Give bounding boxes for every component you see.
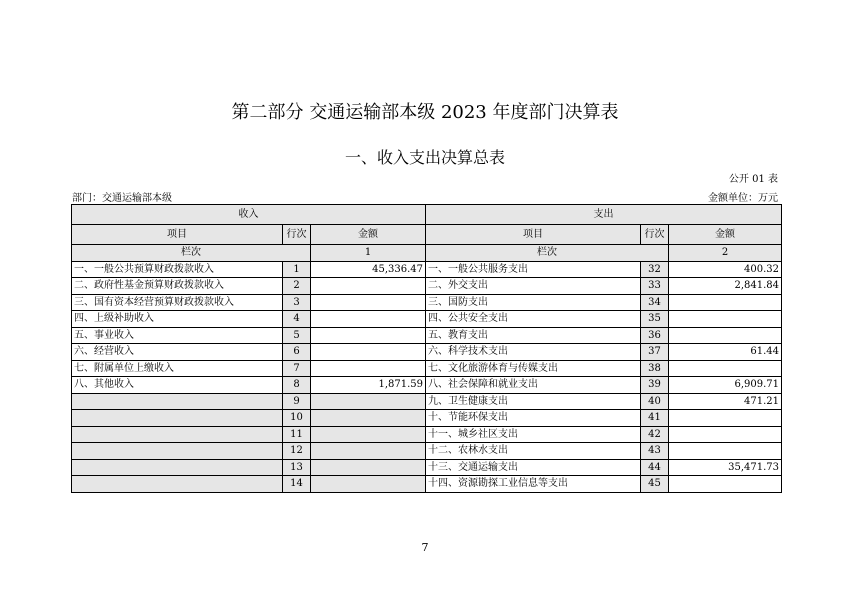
income-amount-cell	[311, 278, 426, 295]
expense-item-cell: 三、国防支出	[426, 294, 641, 311]
income-row-number-cell: 3	[283, 294, 311, 311]
income-amount-cell: 45,336.47	[311, 261, 426, 278]
expense-row-number-cell: 44	[641, 459, 669, 476]
income-amount-cell	[311, 393, 426, 410]
expense-row-number-cell: 33	[641, 278, 669, 295]
income-row-number-cell: 4	[283, 311, 311, 328]
expense-item-cell: 九、卫生健康支出	[426, 393, 641, 410]
expense-amount-cell: 471.21	[669, 393, 782, 410]
income-amount-cell	[311, 410, 426, 427]
table-row	[72, 426, 782, 443]
table-row	[72, 344, 782, 361]
expense-amount-cell	[669, 360, 782, 377]
income-row-number-cell: 5	[283, 327, 311, 344]
expense-row-number-cell: 42	[641, 426, 669, 443]
income-row-number-cell: 12	[283, 443, 311, 460]
expense-lanci-number: 2	[669, 245, 782, 262]
income-amount-cell: 1,871.59	[311, 377, 426, 394]
expense-item-cell: 十四、资源勘探工业信息等支出	[426, 476, 641, 493]
column-index-row	[72, 245, 782, 262]
expense-row-header: 行次	[641, 225, 669, 245]
table-row	[72, 476, 782, 493]
expense-row-number-cell: 34	[641, 294, 669, 311]
table-row	[72, 410, 782, 427]
table-row	[72, 261, 782, 278]
document-title: 第二部分 交通运输部本级 2023 年度部门决算表	[231, 102, 619, 123]
expense-row-number-cell: 40	[641, 393, 669, 410]
table-row	[72, 278, 782, 295]
income-amount-cell	[311, 327, 426, 344]
expense-row-number-cell: 36	[641, 327, 669, 344]
income-row-number-cell: 6	[283, 344, 311, 361]
income-item-cell: 三、国有资本经营预算财政拨款收入	[72, 294, 283, 311]
expense-item-cell: 十、节能环保支出	[426, 410, 641, 427]
income-amount-cell	[311, 344, 426, 361]
expense-row-number-cell: 32	[641, 261, 669, 278]
table-row	[72, 360, 782, 377]
income-row-number-cell: 9	[283, 393, 311, 410]
table-row	[72, 327, 782, 344]
income-item-cell: 二、政府性基金预算财政拨款收入	[72, 278, 283, 295]
income-amount-cell	[311, 360, 426, 377]
income-expense-table	[71, 204, 782, 493]
expense-amount-header: 金额	[669, 225, 782, 245]
income-item-cell: 五、事业收入	[72, 327, 283, 344]
expense-lanci-label: 栏次	[426, 245, 669, 262]
expense-amount-cell	[669, 410, 782, 427]
income-lanci-number: 1	[311, 245, 426, 262]
income-row-number-cell: 2	[283, 278, 311, 295]
expense-amount-cell: 2,841.84	[669, 278, 782, 295]
income-item-cell	[72, 443, 283, 460]
expense-item-header: 项目	[426, 225, 641, 245]
income-amount-cell	[311, 294, 426, 311]
income-row-number-cell: 10	[283, 410, 311, 427]
income-item-cell: 六、经营收入	[72, 344, 283, 361]
income-header: 收入	[72, 205, 426, 225]
expense-amount-cell	[669, 476, 782, 493]
expense-item-cell: 八、社会保障和就业支出	[426, 377, 641, 394]
expense-header: 支出	[426, 205, 782, 225]
table-subtitle: 一、收入支出决算总表	[344, 148, 505, 167]
expense-amount-cell	[669, 327, 782, 344]
expense-amount-cell: 61.44	[669, 344, 782, 361]
income-row-number-cell: 8	[283, 377, 311, 394]
expense-row-number-cell: 41	[641, 410, 669, 427]
expense-amount-cell	[669, 443, 782, 460]
expense-amount-cell: 35,471.73	[669, 459, 782, 476]
expense-item-cell: 七、文化旅游体育与传媒支出	[426, 360, 641, 377]
income-lanci-label: 栏次	[72, 245, 311, 262]
expense-item-cell: 十二、农林水支出	[426, 443, 641, 460]
expense-item-cell: 五、教育支出	[426, 327, 641, 344]
income-item-cell: 八、其他收入	[72, 377, 283, 394]
income-amount-cell	[311, 476, 426, 493]
income-amount-cell	[311, 426, 426, 443]
table-row	[72, 393, 782, 410]
table-row	[72, 294, 782, 311]
expense-item-cell: 一、一般公共服务支出	[426, 261, 641, 278]
expense-item-cell: 四、公共安全支出	[426, 311, 641, 328]
income-item-cell	[72, 410, 283, 427]
income-item-header: 项目	[72, 225, 283, 245]
income-row-header: 行次	[283, 225, 311, 245]
expense-row-number-cell: 38	[641, 360, 669, 377]
income-item-cell	[72, 393, 283, 410]
expense-row-number-cell: 37	[641, 344, 669, 361]
income-item-cell: 七、附属单位上缴收入	[72, 360, 283, 377]
expense-item-cell: 六、科学技术支出	[426, 344, 641, 361]
expense-item-cell: 十一、城乡社区支出	[426, 426, 641, 443]
expense-row-number-cell: 43	[641, 443, 669, 460]
table-row	[72, 311, 782, 328]
expense-amount-cell: 400.32	[669, 261, 782, 278]
income-item-cell	[72, 476, 283, 493]
expense-row-number-cell: 39	[641, 377, 669, 394]
income-row-number-cell: 1	[283, 261, 311, 278]
expense-amount-cell: 6,909.71	[669, 377, 782, 394]
expense-amount-cell	[669, 294, 782, 311]
expense-row-number-cell: 45	[641, 476, 669, 493]
page-number: 7	[421, 541, 429, 554]
column-header-row	[72, 225, 782, 245]
expense-amount-cell	[669, 311, 782, 328]
unit-label: 金额单位：万元	[708, 193, 778, 204]
expense-row-number-cell: 35	[641, 311, 669, 328]
expense-item-cell: 十三、交通运输支出	[426, 459, 641, 476]
form-code: 公开 01 表	[728, 174, 778, 185]
income-amount-cell	[311, 459, 426, 476]
section-header-row	[72, 205, 782, 225]
table-row	[72, 443, 782, 460]
income-amount-cell	[311, 311, 426, 328]
department-label: 部门：交通运输部本级	[72, 193, 172, 204]
expense-item-cell: 二、外交支出	[426, 278, 641, 295]
income-item-cell	[72, 426, 283, 443]
income-amount-cell	[311, 443, 426, 460]
income-row-number-cell: 13	[283, 459, 311, 476]
income-amount-header: 金额	[311, 225, 426, 245]
expense-amount-cell	[669, 426, 782, 443]
income-item-cell: 一、一般公共预算财政拨款收入	[72, 261, 283, 278]
table-row	[72, 459, 782, 476]
income-item-cell	[72, 459, 283, 476]
table-row	[72, 377, 782, 394]
income-item-cell: 四、上级补助收入	[72, 311, 283, 328]
income-row-number-cell: 11	[283, 426, 311, 443]
income-row-number-cell: 14	[283, 476, 311, 493]
income-row-number-cell: 7	[283, 360, 311, 377]
